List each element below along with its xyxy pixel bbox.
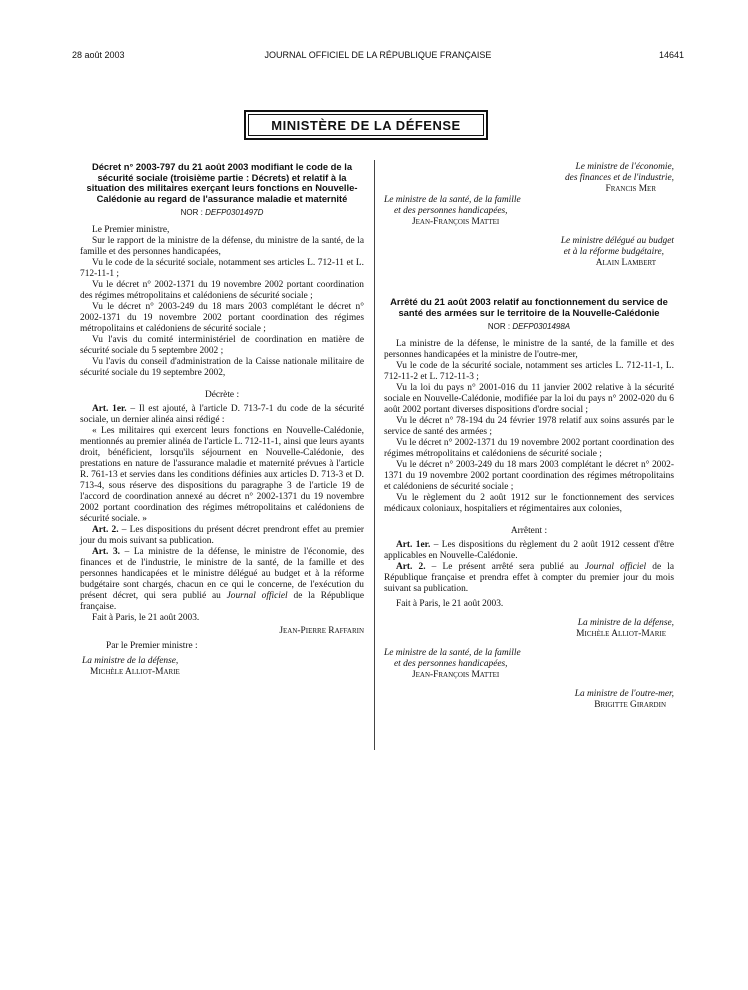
decree-eco-role-1: Le ministre de l'économie,	[575, 162, 674, 172]
decree-art2-label: Art. 2.	[92, 525, 119, 535]
decree-article-3	[80, 547, 364, 613]
page-header	[72, 50, 684, 64]
arrete-art2-label: Art. 2.	[396, 562, 426, 572]
decree-by-pm: Par le Premier ministre :	[106, 641, 198, 651]
ministry-title-box	[244, 110, 488, 140]
decree-done-at: Fait à Paris, le 21 août 2003.	[92, 613, 200, 623]
decree-column	[80, 162, 364, 678]
decree-considerant: Vu le code de la sécurité sociale, notamment ses articles L. 712-11 et L. 712-11-1 ;	[80, 258, 364, 279]
arrete-art2-text-pre: – Le présent arrêté sera publié au	[425, 562, 585, 572]
arrete-done-at: Fait à Paris, le 21 août 2003.	[396, 599, 504, 609]
arrete-considerant: Vu le décret n° 2003-249 du 18 mars 2003 complétant le décret n° 2002-1371 du 19 novembre 2002 portant coordination des régimes métropolitains et calédoniens de sécurité sociale ;	[384, 460, 674, 492]
decree-eco-role-2: des finances et de l'industrie,	[564, 173, 674, 183]
decree-art3-text-post: de la République française.	[80, 591, 364, 612]
arrete-nor-label: NOR :	[487, 322, 511, 331]
decree-art1-label: Art. 1er.	[92, 404, 127, 414]
arrete-art1-label: Art. 1er.	[396, 540, 431, 550]
header-date: 28 août 2003	[72, 50, 125, 60]
decree-defense-name: Michèle Alliot-Marie	[90, 667, 180, 677]
decree-intro: Le Premier ministre,	[92, 225, 170, 235]
decree-art1-quote: « Les militaires qui exercent leurs fonctions en Nouvelle-Calédonie, mentionnés au premier alinéa de l'article L. 712-11-1, ainsi que leurs ayants droit, bénéficient, lorsqu'ils séjournent en Nouvelle-Calédonie, des prestations en nature de l'assurance maladie et maternité prévues à l'article R. 761-13 et servies dans les conditions définies aux articles D. 713-3 et D. 713-4, sous réserve des dispositions du paragraphe 3 de l'article 19 de l'accord de coordination annexé au décret n° 2002-1371 du 19 novembre 2002 portant coordination des régimes métropolitains et calédoniens de sécurité sociale. »	[80, 426, 364, 524]
arrete-art1-text: – Les dispositions du règlement du 2 août 1912 cessent d'être applicables en Nouvelle-Calédonie.	[384, 540, 674, 561]
decree-nor-code: DEFP0301497D	[205, 208, 264, 217]
decree-health-role-2: et des personnes handicapées,	[394, 206, 508, 216]
arrete-art2-journal: Journal officiel	[584, 562, 647, 572]
arrete-health-role-1: Le ministre de la santé, de la famille	[384, 648, 521, 658]
decree-considerant: Vu l'avis du conseil d'administration de la Caisse nationale militaire de sécurité sociale du 19 septembre 2002,	[80, 357, 364, 378]
arrete-article-1	[384, 540, 674, 562]
decree-art1-text: – Il est ajouté, à l'article D. 713-7-1 du code de la sécurité sociale, un dernier alinéa ainsi rédigé :	[80, 404, 364, 425]
arrete-considerant: Vu le décret n° 78-194 du 24 février 1978 relatif aux soins assurés par le service de santé des armées ;	[384, 416, 674, 437]
right-column	[384, 162, 674, 711]
decree-decrete: Décrète :	[204, 390, 240, 400]
decree-nor-label: NOR :	[180, 208, 203, 217]
decree-considerant: Vu le décret n° 2003-249 du 18 mars 2003 complétant le décret n° 2002-1371 du 19 novembre 2002 portant coordination des régimes métropolitains et calédoniens de sécurité sociale ;	[80, 302, 364, 334]
arrete-arretent: Arrêtent :	[510, 526, 548, 536]
arrete-considerant: Vu la loi du pays n° 2001-016 du 11 janvier 2002 relative à la sécurité sociale en Nouvelle-Calédonie, modifiée par la loi du pays n° 2002-020 du 6 août 2002 portant diverses dispositions d'ordre social ;	[384, 383, 674, 415]
decree-considerant: Sur le rapport de la ministre de la défense, du ministre de la santé, de la famille et des personnes handicapées,	[80, 236, 364, 257]
decree-eco-name: Francis Mer	[605, 184, 656, 194]
ministry-title: MINISTÈRE DE LA DÉFENSE	[248, 114, 484, 136]
arrete-article-2	[384, 562, 674, 595]
decree-title: Décret n° 2003-797 du 21 août 2003 modifiant le code de la sécurité sociale (troisième partie : Décrets) et relatif à la situation des militaires exerçant leurs fonctions en Nouvelle-Calédonie au regard de l'assurance maladie et maternité	[86, 161, 358, 204]
decree-art3-label: Art. 3.	[92, 547, 120, 557]
column-divider	[374, 160, 375, 750]
decree-article-2	[80, 525, 364, 547]
decree-art2-text: – Les dispositions du présent décret prendront effet au premier jour du mois suivant sa publication.	[80, 525, 364, 546]
arrete-considerant: Vu le décret n° 2002-1371 du 19 novembre 2002 portant coordination des régimes métropolitains et calédoniens de sécurité sociale ;	[384, 438, 674, 459]
decree-signatory: Jean-Pierre Raffarin	[279, 626, 364, 636]
arrete-om-role: La ministre de l'outre-mer,	[574, 689, 674, 699]
decree-considerant: Vu l'avis du comité interministériel de coordination en matière de sécurité sociale du 5 septembre 2002 ;	[80, 335, 364, 356]
arrete-art2-text-post: de la République française et prendra effet à compter du premier jour du mois suivant sa publication.	[384, 562, 674, 594]
arrete-intro: La ministre de la défense, le ministre de la santé, de la famille et des personnes handicapées et la ministre de l'outre-mer,	[384, 339, 674, 360]
decree-art3-journal: Journal officiel	[226, 591, 288, 601]
header-page-number: 14641	[658, 50, 684, 60]
decree-defense-role: La ministre de la défense,	[82, 656, 179, 666]
header-journal-title: JOURNAL OFFICIEL DE LA RÉPUBLIQUE FRANÇAISE	[264, 50, 492, 60]
arrete-defense-name: Michèle Alliot-Marie	[576, 629, 666, 639]
arrete-considerant: Vu le règlement du 2 août 1912 sur le fonctionnement des services médicaux coloniaux, hospitaliers et régimentaires aux colonies,	[384, 493, 674, 514]
arrete-nor-code: DEFP0301498A	[512, 322, 571, 331]
decree-article-1	[80, 404, 364, 426]
arrete-health-role-2: et des personnes handicapées,	[394, 659, 508, 669]
decree-health-name: Jean-François Mattei	[412, 217, 500, 227]
arrete-om-name: Brigitte Girardin	[594, 700, 666, 710]
arrete-defense-role: La ministre de la défense,	[577, 618, 674, 628]
decree-budget-role-2: et à la réforme budgétaire,	[563, 247, 664, 257]
arrete-title: Arrêté du 21 août 2003 relatif au fonctionnement du service de santé des armées sur le territoire de la Nouvelle-Calédonie	[390, 296, 668, 318]
arrete-nor	[384, 321, 674, 332]
decree-considerant: Vu le décret n° 2002-1371 du 19 novembre 2002 portant coordination des régimes métropolitains et calédoniens de sécurité sociale ;	[80, 280, 364, 301]
decree-budget-name: Alain Lambert	[595, 258, 656, 268]
decree-health-role-1: Le ministre de la santé, de la famille	[384, 195, 521, 205]
decree-art3-text-pre: – La ministre de la défense, le ministre de l'économie, des finances et de l'industrie, le ministre de la santé, de la famille et des personnes handicapées et le ministre délégué au budget et à la réforme budgétaire sont chargés, chacun en ce qui le concerne, de l'exécution du présent décret, qui sera publié au	[80, 547, 364, 601]
decree-nor	[80, 207, 364, 218]
arrete-health-name: Jean-François Mattei	[412, 670, 500, 680]
decree-budget-role-1: Le ministre délégué au budget	[560, 236, 674, 246]
arrete-considerant: Vu le code de la sécurité sociale, notamment ses articles L. 712-11-1, L. 712-11-2 et L. 712-11-3 ;	[384, 361, 674, 382]
